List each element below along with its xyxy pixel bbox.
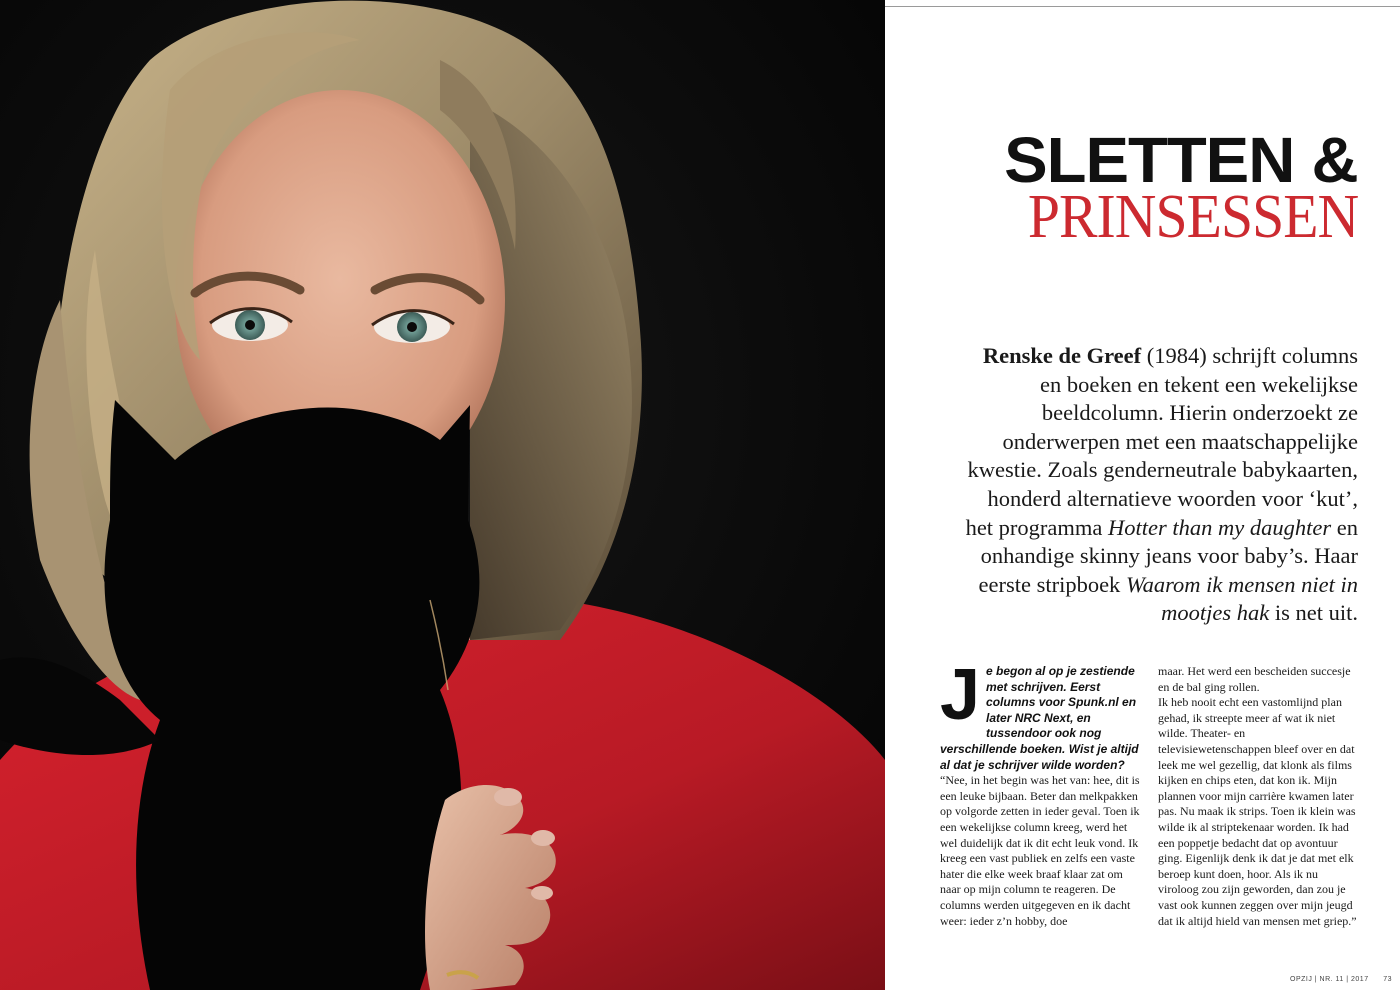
- page-number: 73: [1383, 976, 1392, 983]
- intro-title-2: Waarom ik mensen niet in mootjes hak: [1125, 571, 1358, 626]
- interview-column-1: [940, 655, 1140, 929]
- headline-line-2: PRINSESSEN: [1027, 183, 1358, 251]
- intro-text-2: en onhandige skinny jeans voor baby’s. Haar eerste stripboek: [978, 514, 1358, 597]
- intro-name: Renske de Greef: [982, 343, 1142, 368]
- interview-answer-1: “Nee, in het begin was het van: hee, dit is een leuke bijbaan. Beter dan melkpakken op volgorde zetten in ieder geval. Toen ik een wekelijkse column kreeg, werd het wel duidelijk dat ik dit echt leuk vond. Ik kreeg een vast publiek en zelfs een vaste hater die elke week braaf klaar zat om naar op mijn column te reageren. De columns werden uitgegeven en ik dacht weer: ieder z’n hobby, doe: [940, 773, 1140, 928]
- intro-title-1: Hotter than my daughter: [1108, 514, 1332, 540]
- interview-answer-2: maar. Het werd een bescheiden succesje en de bal ging rollen.: [1158, 664, 1351, 694]
- headline-line-1: SLETTEN &: [1004, 124, 1358, 196]
- drop-cap: J: [940, 655, 981, 735]
- intro-text-3: is net uit.: [1269, 600, 1358, 626]
- interview-question: e begon al op je zestiende met schrijven. Eerst columns voor Spunk.nl en later NRC Next, en tussendoor ook nog verschillende boeken. Wist je altijd al dat je schrijver wilde worden?: [940, 664, 1139, 772]
- publication-info: OPZIJ | NR. 11 | 2017: [1290, 976, 1369, 983]
- intro-text-1: (1984) schrijft columns en boeken en tekent een wekelijkse beeldcolumn. Hierin onderzoekt ze onderwerpen met een maatschappelijke kwestie. Zoals genderneutrale babykaarten, honderd alternatieve woorden voor ‘kut’, het programma: [965, 343, 1358, 540]
- article-page: [885, 0, 1400, 990]
- interview-answer-3: Ik heb nooit echt een vastomlijnd plan gehad, ik streepte meer af wat ik niet wilde. Theater- en televisiewetenschappen bleef over en dat leek me wel gezellig, dat klonk als films kijken en chips eten, dat kon ik. Mijn plannen voor mijn carrière kwamen later pas. Nu maak ik strips. Toen ik klein was wilde ik al striptekenaar worden. Ik had een poppetje bedacht dat op avontuur ging. Eigenlijk denk ik dat je dat met elk beroep kunt doen, hoor. Als ik nu viroloog zou zijn geworden, dan zou je vast ook kunnen zeggen over mijn jeugd dat ik altijd hield van mensen met griep.”: [1158, 695, 1357, 928]
- interview-column-2: [1158, 664, 1358, 929]
- intro-paragraph: [958, 342, 1358, 628]
- top-rule: [885, 6, 1400, 7]
